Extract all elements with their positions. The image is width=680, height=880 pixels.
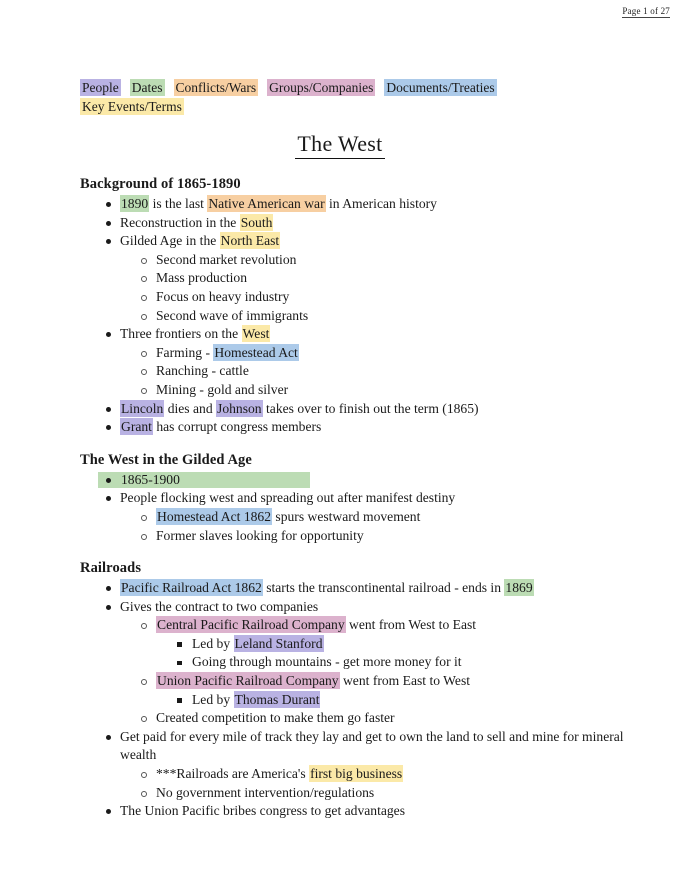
- bullet-marker: [141, 534, 147, 540]
- bullet-text: [156, 508, 420, 525]
- bullet-level-2: [80, 508, 625, 527]
- section-spacer: [80, 821, 625, 836]
- text-run: Second wave of immigrants: [156, 307, 309, 323]
- bullet-level-1: [80, 802, 625, 821]
- text-run: Ranching - cattle: [156, 363, 249, 379]
- highlight-people: Leland Stanford: [234, 635, 323, 651]
- bullet-marker: [141, 679, 147, 685]
- text-run: has corrupt congress members: [152, 419, 322, 435]
- bullet-text: [156, 616, 476, 633]
- bullet-marker: [141, 716, 147, 722]
- bullet-marker: [177, 642, 182, 647]
- bullet-level-1: [80, 195, 625, 214]
- bullet-text: [120, 214, 273, 231]
- bullet-level-2: [80, 381, 625, 400]
- bullet-marker: [177, 698, 182, 703]
- bullet-list-level-1: [80, 195, 625, 251]
- bullet-marker: [141, 276, 147, 282]
- highlight-people: Lincoln: [121, 400, 164, 416]
- bullet-marker: [106, 332, 111, 337]
- bullet-level-2: [80, 307, 625, 326]
- bullet-marker: [106, 202, 111, 207]
- legend-chip-conflicts: Conflicts/Wars: [175, 80, 257, 95]
- bullet-marker: [106, 478, 111, 483]
- text-run: Mining - gold and silver: [156, 381, 289, 397]
- highlight-documents: Homestead Act 1862: [157, 508, 272, 524]
- bullet-text: [120, 599, 318, 614]
- section-heading: The West in the Gilded Age: [80, 451, 252, 468]
- highlight-dates: 1865-1900: [121, 471, 180, 487]
- highlight-keyterms: first big business: [310, 766, 403, 782]
- text-run: Mass production: [156, 270, 247, 286]
- bullet-level-2: [80, 765, 625, 784]
- page-header: [622, 6, 670, 16]
- highlight-keyterms: West: [242, 326, 270, 342]
- text-run: People flocking west and spreading out after manifest destiny: [120, 490, 456, 506]
- bullet-list-level-2: [80, 508, 625, 545]
- bullet-text: [156, 344, 299, 361]
- bullet-level-1: [80, 471, 625, 490]
- section-spacer: [80, 437, 625, 452]
- bullet-list-level-1: [80, 579, 625, 616]
- legend-chip-keyterms: Key Events/Terms: [82, 99, 182, 114]
- text-run: Gives the contract to two companies: [120, 598, 319, 614]
- text-run: Going through mountains - get more money for it: [192, 654, 462, 670]
- bullet-level-1: [80, 214, 625, 233]
- bullet-marker: [106, 239, 111, 244]
- bullet-marker: [177, 661, 182, 666]
- bullet-level-3: [80, 635, 625, 654]
- text-run: Get paid for every mile of track they lay and get to own the land to sell and mine for mineral wealth: [120, 728, 624, 763]
- bullet-text: [120, 418, 321, 435]
- highlight-groups: Union Pacific Railroad Company: [157, 673, 339, 689]
- bullet-marker: [141, 791, 147, 797]
- bullet-text: [120, 803, 405, 818]
- bullet-level-1: [80, 232, 625, 251]
- bullet-text: [192, 654, 462, 669]
- section-spacer: [80, 545, 625, 560]
- bullet-level-3: [80, 691, 625, 710]
- bullet-text: [120, 579, 534, 596]
- text-run: Second market revolution: [156, 251, 297, 267]
- bullet-list-level-1: [80, 325, 625, 344]
- bullet-marker: [141, 388, 147, 394]
- bullet-list-level-2: [80, 709, 625, 728]
- highlight-documents: Homestead Act: [214, 344, 298, 360]
- page-number-label: Page 1 of 27: [622, 6, 670, 16]
- bullet-list-level-3: [80, 635, 625, 672]
- bullet-list-level-2: [80, 765, 625, 802]
- bullet-marker: [106, 605, 111, 610]
- text-run: dies and: [164, 400, 217, 416]
- page-title: The West: [0, 131, 680, 157]
- bullet-text: [156, 672, 470, 689]
- highlight-people: Thomas Durant: [234, 691, 320, 707]
- bullet-level-1: [80, 325, 625, 344]
- bullet-level-2: [80, 362, 625, 381]
- bullet-marker: [106, 496, 111, 501]
- bullet-marker: [106, 425, 111, 430]
- text-run: The Union Pacific bribes congress to get advantages: [120, 803, 406, 819]
- bullet-text: [120, 400, 479, 417]
- highlight-groups: Central Pacific Railroad Company: [157, 617, 345, 633]
- bullet-text: [156, 765, 403, 782]
- bullet-level-2: [80, 288, 625, 307]
- text-run: Reconstruction in the: [120, 214, 240, 230]
- bullet-marker: [141, 772, 147, 778]
- bullet-list-level-1: [80, 400, 625, 437]
- text-run: went from West to East: [345, 617, 477, 633]
- text-run: ***Railroads are America's: [156, 766, 310, 782]
- bullet-text: [156, 363, 249, 378]
- bullet-level-2: [80, 709, 625, 728]
- text-run: No government intervention/regulations: [156, 784, 375, 800]
- text-run: Farming -: [156, 344, 214, 360]
- bullet-text: [156, 270, 247, 285]
- bullet-text: [120, 325, 270, 342]
- bullet-level-2: [80, 784, 625, 803]
- highlight-dates: 1869: [505, 580, 533, 596]
- bullet-list-level-2: [80, 344, 625, 400]
- highlight-keyterms: North East: [220, 233, 280, 249]
- text-run: starts the transcontinental railroad - ends in: [262, 580, 505, 596]
- bullet-text: [156, 289, 289, 304]
- text-run: spurs westward movement: [272, 508, 421, 524]
- bullet-text: [120, 472, 181, 487]
- bullet-list-level-1: [80, 728, 625, 765]
- bullet-level-1: [80, 400, 625, 419]
- highlight-people: Johnson: [217, 400, 262, 416]
- bullet-marker: [141, 258, 147, 264]
- text-run: Gilded Age in the: [120, 233, 220, 249]
- bullet-marker: [141, 369, 147, 375]
- bullet-list-level-1: [80, 802, 625, 821]
- text-run: Led by: [192, 691, 234, 707]
- bullet-text: [192, 691, 320, 708]
- bullet-level-1: [80, 489, 625, 508]
- bullet-text: [156, 710, 395, 725]
- bullet-list-level-2: [80, 251, 625, 325]
- bullet-level-2: [80, 251, 625, 270]
- bullet-marker: [141, 351, 147, 357]
- bullet-text: [120, 195, 437, 212]
- bullet-marker: [141, 515, 147, 521]
- highlight-conflicts: Native American war: [208, 196, 325, 211]
- text-run: went from East to West: [339, 673, 471, 689]
- bullet-marker: [106, 221, 111, 226]
- bullet-level-2: [80, 527, 625, 546]
- bullet-level-2: [80, 616, 625, 635]
- notes-body: [80, 176, 625, 836]
- bullet-level-2: [80, 269, 625, 288]
- bullet-text: [120, 232, 280, 249]
- bullet-list-level-2: [80, 616, 625, 635]
- legend-chip-people: People: [82, 80, 119, 95]
- text-run: is the last: [149, 196, 208, 211]
- legend-chip-documents: Documents/Treaties: [386, 80, 495, 95]
- legend-chip-groups: Groups/Companies: [269, 80, 374, 95]
- legend-chip-dates: Dates: [131, 80, 163, 95]
- bullet-level-3: [80, 653, 625, 672]
- text-run: Former slaves looking for opportunity: [156, 527, 364, 543]
- bullet-marker: [141, 314, 147, 320]
- highlight-documents: Pacific Railroad Act 1862: [121, 580, 262, 596]
- bullet-text: [120, 490, 455, 505]
- text-run: Focus on heavy industry: [156, 288, 290, 304]
- bullet-marker: [141, 623, 147, 629]
- bullet-text: [156, 252, 296, 267]
- bullet-level-1: [80, 579, 625, 598]
- text-run: Created competition to make them go faster: [156, 710, 395, 726]
- bullet-text: [156, 785, 374, 800]
- text-run: in American history: [325, 196, 437, 211]
- highlight-dates: 1890: [121, 196, 149, 211]
- text-run: Three frontiers on the: [120, 326, 242, 342]
- bullet-text: [192, 635, 324, 652]
- highlight-keyterms: South: [240, 214, 273, 230]
- bullet-list-level-1: [80, 471, 625, 508]
- bullet-level-1: [80, 418, 625, 437]
- highlight-people: Grant: [121, 419, 152, 435]
- section-heading: Background of 1865-1890: [80, 176, 241, 192]
- section-heading: Railroads: [80, 560, 142, 577]
- bullet-level-2: [80, 344, 625, 363]
- bullet-marker: [141, 295, 147, 301]
- bullet-list-level-3: [80, 691, 625, 710]
- bullet-text: [156, 382, 288, 397]
- bullet-list-level-2: [80, 672, 625, 691]
- bullet-level-1: [80, 728, 625, 765]
- bullet-marker: [106, 586, 111, 591]
- bullet-text: [156, 308, 308, 323]
- bullet-marker: [106, 407, 111, 412]
- highlight-color-legend: [80, 78, 600, 116]
- text-run: takes over to finish out the term (1865): [262, 400, 479, 416]
- bullet-level-1: [80, 598, 625, 617]
- bullet-text: [156, 528, 364, 543]
- text-run: Led by: [192, 635, 234, 651]
- bullet-text: [120, 729, 624, 763]
- bullet-marker: [106, 735, 111, 740]
- bullet-level-2: [80, 672, 625, 691]
- bullet-marker: [106, 809, 111, 814]
